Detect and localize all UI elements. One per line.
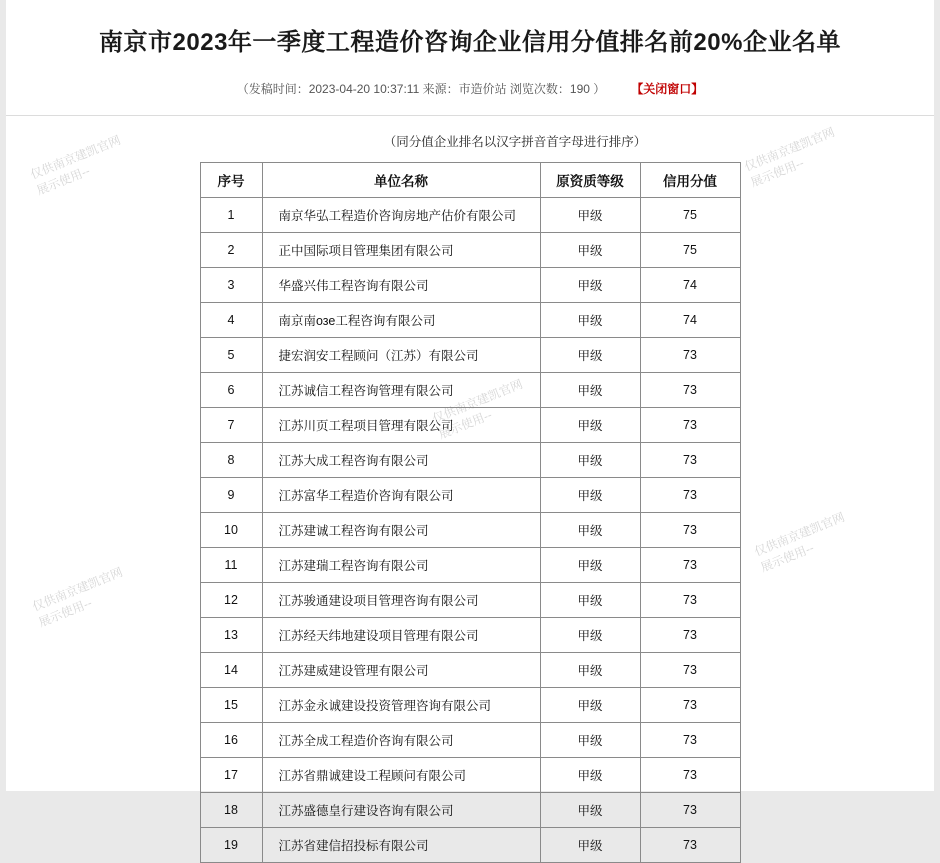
cell-grade: 甲级 xyxy=(540,758,640,793)
cell-company-name: 江苏省鼎诚建设工程顾问有限公司 xyxy=(262,758,540,793)
table-row xyxy=(200,758,740,793)
cell-index: 8 xyxy=(200,443,262,478)
cell-grade: 甲级 xyxy=(540,653,640,688)
cell-index: 3 xyxy=(200,268,262,303)
table-row xyxy=(200,198,740,233)
cell-score: 73 xyxy=(640,513,740,548)
cell-grade: 甲级 xyxy=(540,688,640,723)
cell-grade: 甲级 xyxy=(540,338,640,373)
cell-company-name: 江苏建威建设管理有限公司 xyxy=(262,653,540,688)
right-margin-band xyxy=(934,0,940,791)
table-row xyxy=(200,618,740,653)
cell-index: 17 xyxy=(200,758,262,793)
document-body xyxy=(6,0,934,853)
cell-company-name: 江苏经天纬地建设项目管理有限公司 xyxy=(262,618,540,653)
table-body xyxy=(200,198,740,863)
cell-grade: 甲级 xyxy=(540,268,640,303)
cell-score: 73 xyxy=(640,478,740,513)
cell-index: 19 xyxy=(200,828,262,863)
cell-score: 74 xyxy=(640,303,740,338)
cell-index: 11 xyxy=(200,548,262,583)
table-row xyxy=(200,828,740,863)
watermark-text: 仅供南京建凯官网 展示使用-- xyxy=(30,564,125,630)
cell-grade: 甲级 xyxy=(540,373,640,408)
table-row xyxy=(200,583,740,618)
cell-score: 73 xyxy=(640,618,740,653)
table-row xyxy=(200,303,740,338)
cell-score: 73 xyxy=(640,688,740,723)
cell-grade: 甲级 xyxy=(540,198,640,233)
watermark-text: 仅供南京建凯官网 展示使用-- xyxy=(752,509,847,575)
cell-index: 10 xyxy=(200,513,262,548)
cell-index: 9 xyxy=(200,478,262,513)
cell-index: 5 xyxy=(200,338,262,373)
table-row xyxy=(200,548,740,583)
cell-index: 7 xyxy=(200,408,262,443)
cell-grade: 甲级 xyxy=(540,548,640,583)
close-window-link[interactable]: 【关闭窗口】 xyxy=(631,82,704,96)
cell-score: 73 xyxy=(640,373,740,408)
ranking-table xyxy=(200,162,741,863)
cell-score: 73 xyxy=(640,583,740,618)
cell-score: 73 xyxy=(640,443,740,478)
table-row xyxy=(200,793,740,828)
cell-company-name: 江苏建诚工程咨询有限公司 xyxy=(262,513,540,548)
table-row xyxy=(200,268,740,303)
table-row xyxy=(200,478,740,513)
cell-grade: 甲级 xyxy=(540,618,640,653)
document-header xyxy=(6,0,934,116)
cell-company-name: 江苏川页工程项目管理有限公司 xyxy=(262,408,540,443)
cell-company-name: 江苏诚信工程咨询管理有限公司 xyxy=(262,373,540,408)
cell-grade: 甲级 xyxy=(540,303,640,338)
header-divider xyxy=(6,115,934,116)
cell-score: 73 xyxy=(640,793,740,828)
document-meta xyxy=(6,80,934,97)
table-row xyxy=(200,653,740,688)
table-row xyxy=(200,443,740,478)
table-header-row xyxy=(200,163,740,198)
sorting-note: （同分值企业排名以汉字拼音首字母进行排序） xyxy=(383,135,647,149)
cell-score: 75 xyxy=(640,198,740,233)
cell-company-name: 华盛兴伟工程咨询有限公司 xyxy=(262,268,540,303)
table-row xyxy=(200,723,740,758)
cell-index: 13 xyxy=(200,618,262,653)
cell-company-name: 江苏建瑞工程咨询有限公司 xyxy=(262,548,540,583)
cell-company-name: 江苏金永诚建设投资管理咨询有限公司 xyxy=(262,688,540,723)
cell-index: 16 xyxy=(200,723,262,758)
table-row xyxy=(200,408,740,443)
cell-score: 73 xyxy=(640,828,740,863)
cell-company-name: 江苏骏通建设项目管理咨询有限公司 xyxy=(262,583,540,618)
cell-company-name: 南京华弘工程造价咨询房地产估价有限公司 xyxy=(262,198,540,233)
watermark-text: 仅供南京建凯官网 展示使用-- xyxy=(742,124,837,190)
cell-company-name: 江苏省建信招投标有限公司 xyxy=(262,828,540,863)
cell-index: 15 xyxy=(200,688,262,723)
cell-grade: 甲级 xyxy=(540,723,640,758)
cell-grade: 甲级 xyxy=(540,793,640,828)
cell-grade: 甲级 xyxy=(540,443,640,478)
cell-score: 73 xyxy=(640,548,740,583)
column-header-grade: 原资质等级 xyxy=(540,163,640,198)
cell-grade: 甲级 xyxy=(540,513,640,548)
cell-score: 73 xyxy=(640,653,740,688)
cell-grade: 甲级 xyxy=(540,478,640,513)
cell-company-name: 正中国际项目管理集团有限公司 xyxy=(262,233,540,268)
column-header-company: 单位名称 xyxy=(262,163,540,198)
table-row xyxy=(200,338,740,373)
cell-index: 12 xyxy=(200,583,262,618)
cell-score: 73 xyxy=(640,408,740,443)
cell-grade: 甲级 xyxy=(540,583,640,618)
cell-company-name: 江苏盛德皇行建设咨询有限公司 xyxy=(262,793,540,828)
watermark-text: 仅供南京建凯官网 展示使用-- xyxy=(430,376,525,442)
cell-company-name: 江苏全成工程造价咨询有限公司 xyxy=(262,723,540,758)
cell-grade: 甲级 xyxy=(540,408,640,443)
table-row xyxy=(200,233,740,268)
cell-score: 75 xyxy=(640,233,740,268)
cell-index: 18 xyxy=(200,793,262,828)
cell-score: 74 xyxy=(640,268,740,303)
meta-info: （发稿时间：2023-04-20 10:37:11 来源：市造价站 浏览次数：190 ） xyxy=(236,82,606,96)
cell-index: 6 xyxy=(200,373,262,408)
page-title: 南京市2023年一季度工程造价咨询企业信用分值排名前20%企业名单 xyxy=(99,29,841,56)
cell-company-name: 江苏大成工程咨询有限公司 xyxy=(262,443,540,478)
cell-company-name: 南京南озе工程咨询有限公司 xyxy=(262,303,540,338)
table-row xyxy=(200,513,740,548)
cell-company-name: 捷宏润安工程顾问（江苏）有限公司 xyxy=(262,338,540,373)
cell-grade: 甲级 xyxy=(540,828,640,863)
table-row xyxy=(200,688,740,723)
cell-grade: 甲级 xyxy=(540,233,640,268)
table-row xyxy=(200,373,740,408)
cell-score: 73 xyxy=(640,758,740,793)
cell-score: 73 xyxy=(640,723,740,758)
column-header-index: 序号 xyxy=(200,163,262,198)
column-header-score: 信用分值 xyxy=(640,163,740,198)
cell-index: 4 xyxy=(200,303,262,338)
cell-company-name: 江苏富华工程造价咨询有限公司 xyxy=(262,478,540,513)
watermark-text: 仅供南京建凯官网 展示使用-- xyxy=(28,132,123,198)
cell-index: 2 xyxy=(200,233,262,268)
cell-index: 1 xyxy=(200,198,262,233)
cell-score: 73 xyxy=(640,338,740,373)
cell-index: 14 xyxy=(200,653,262,688)
